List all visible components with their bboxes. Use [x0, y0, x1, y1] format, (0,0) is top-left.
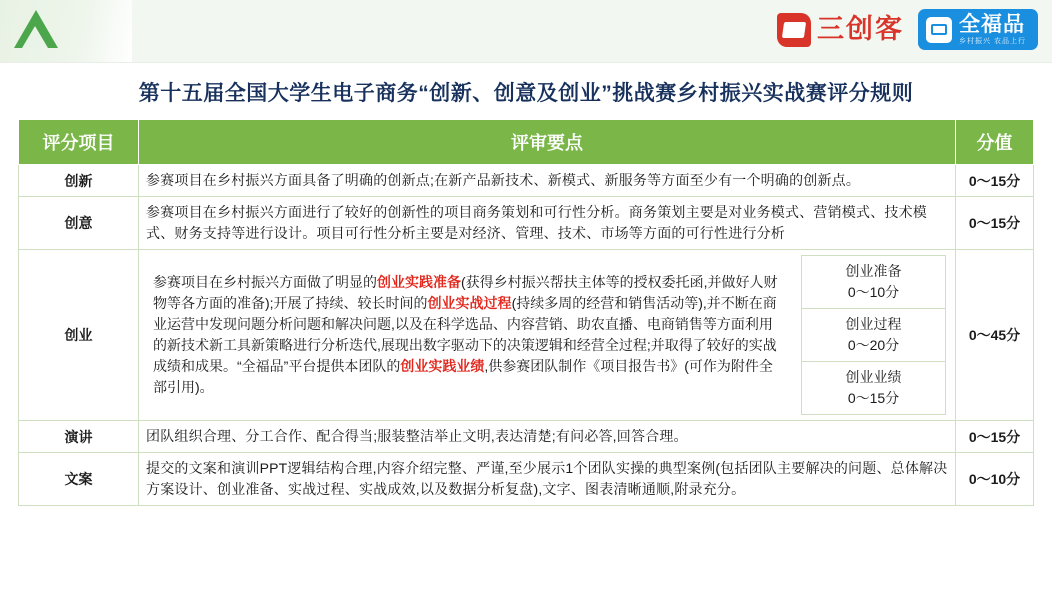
sub-process-value: 0～20分 — [847, 337, 900, 353]
sub-prep-label: 创业准备 — [845, 263, 902, 279]
sanchuangke-logo — [777, 13, 904, 47]
quanfupin-logo — [918, 9, 1038, 50]
entrepreneurship-text — [146, 267, 787, 403]
rules-table — [18, 119, 1034, 506]
row-score-innovation: 0～15分 — [956, 165, 1034, 197]
row-points-creativity: 参赛项目在乡村振兴方面进行了较好的创新性的项目商务策划和可行性分析。商务策划主要是对业务模式、营销模式、技术模式、财务支持等进行设计。项目可行性分析主要是对经济、管理、技术、市场等方面的可行性进行分析 — [139, 197, 956, 250]
row-item-document: 文案 — [19, 453, 139, 506]
sub-process — [802, 309, 946, 362]
sub-prep-value: 0～10分 — [847, 284, 900, 300]
row-points-presentation: 团队组织合理、分工合作、配合得当;服装整洁举止文明,表达清楚;有问必答,回答合理。 — [139, 421, 956, 453]
sanchuangke-label: 三创客 — [817, 14, 905, 44]
row-score-creativity: 0～15分 — [956, 197, 1034, 250]
header-points: 评审要点 — [139, 120, 956, 165]
quanfupin-subtitle: 乡村振兴 农品上行 — [959, 38, 1026, 45]
quanfupin-label: 全福品 — [959, 13, 1026, 36]
entrepreneurship-layout — [139, 250, 955, 420]
brand-logos — [777, 9, 1038, 50]
triangle-logo-inner-icon — [22, 26, 48, 48]
sub-performance-value: 0～15分 — [847, 390, 900, 406]
ent-seg-1: 参赛项目在乡村振兴方面做了明显的 — [153, 274, 377, 290]
ent-seg-4: ,供参赛团队制作《项目报告书》(可作为附件全部引用)。 — [153, 358, 773, 395]
entrepreneurship-sub-table — [801, 255, 946, 415]
chat-box-icon — [926, 17, 952, 43]
sub-performance-label: 创业业绩 — [845, 369, 902, 385]
entrepreneurship-text-cell — [139, 250, 794, 420]
sub-row — [802, 256, 946, 309]
row-item-creativity: 创意 — [19, 197, 139, 250]
ent-highlight-1: 创业实践准备 — [377, 274, 461, 290]
row-points-entrepreneurship-cell — [139, 250, 956, 421]
table-row — [19, 197, 1034, 250]
table-row — [19, 421, 1034, 453]
sub-row — [802, 362, 946, 415]
row-points-innovation: 参赛项目在乡村振兴方面具备了明确的创新点;在新产品新技术、新模式、新服务等方面至少有一个明确的创新点。 — [139, 165, 956, 197]
sub-prep — [802, 256, 946, 309]
sub-performance — [802, 362, 946, 415]
table-row — [19, 250, 1034, 421]
sub-row — [802, 309, 946, 362]
row-item-presentation: 演讲 — [19, 421, 139, 453]
row-item-innovation: 创新 — [19, 165, 139, 197]
header-bar — [0, 0, 1052, 63]
entrepreneurship-sub-cell — [794, 250, 955, 420]
ent-seg-3: (持续多周的经营和销售活动等),并不断在商业运营中发现问题分析问题和解决问题,以及在科学选品、内容营销、助农直播、电商销售等方面利用的新技术新工具新策略进行分析迭代,展现出数字驱动下的决策逻辑和经营全过程;并取得了较好的实战成绩和成果。“全福品”平台提供本团队的 — [153, 295, 777, 374]
row-score-document: 0～10分 — [956, 453, 1034, 506]
table-row — [19, 453, 1034, 506]
quanfupin-text — [959, 14, 1026, 45]
ent-highlight-2: 创业实战过程 — [427, 295, 512, 311]
ent-highlight-3: 创业实践业绩 — [400, 358, 485, 374]
row-score-presentation: 0～15分 — [956, 421, 1034, 453]
row-score-entrepreneurship: 0～45分 — [956, 250, 1034, 421]
row-item-entrepreneurship: 创业 — [19, 250, 139, 421]
ent-seg-2: (获得乡村振兴帮扶主体等的授权委托函,并做好人财物等各方面的准备);开展了持续、较长时间的 — [153, 274, 778, 311]
header-score: 分值 — [956, 120, 1034, 165]
book-icon — [777, 13, 811, 47]
rules-table-container — [0, 119, 1052, 506]
sub-process-label: 创业过程 — [845, 316, 902, 332]
page-title: 第十五届全国大学生电子商务“创新、创意及创业”挑战赛乡村振兴实战赛评分规则 — [138, 82, 914, 105]
header-item: 评分项目 — [19, 120, 139, 165]
table-header-row — [19, 120, 1034, 165]
row-points-document: 提交的文案和演训PPT逻辑结构合理,内容介绍完整、严谨,至少展示1个团队实操的典型案例(包括团队主要解决的问题、总体解决方案设计、创业准备、实战过程、实战成效,以及数据分析复盘),文字、图表清晰通顺,附录充分。 — [139, 453, 956, 506]
table-row — [19, 165, 1034, 197]
